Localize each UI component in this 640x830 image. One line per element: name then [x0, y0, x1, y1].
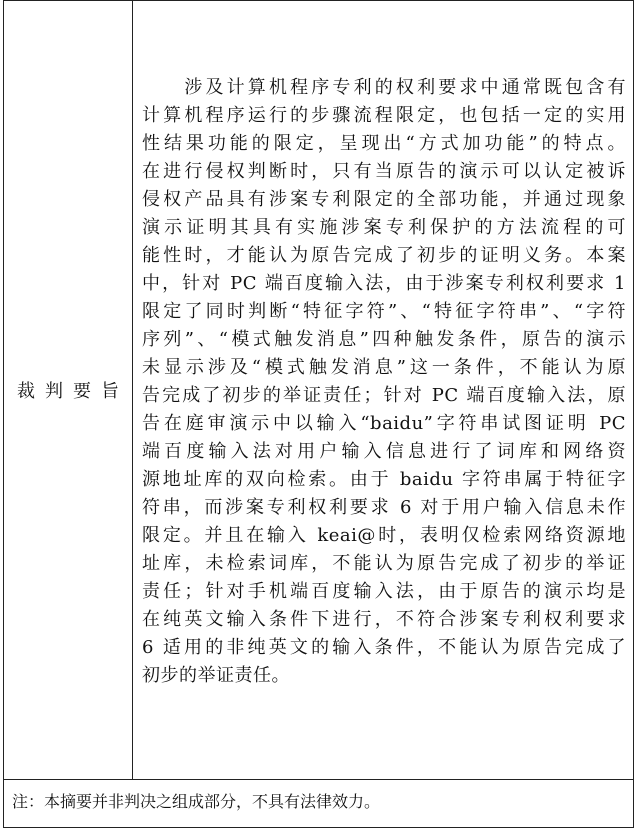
holding-content-cell: [142, 74, 626, 690]
holding-line: 性结果功能的限定，呈现出“方式加功能”的特点。: [142, 133, 626, 154]
holding-line: 演示证明其具有实施涉案专利保护的方法流程的可: [142, 217, 626, 238]
holding-line: 能性时，才能认为原告完成了初步的证明义务。本案: [142, 245, 626, 266]
holding-line: 符串，而涉案专利权利要求 6 对于用户输入信息未作: [142, 497, 626, 518]
holding-label: 裁判要旨: [17, 380, 129, 402]
holding-line: 序列”、“模式触发消息”四种触发条件，原告的演示: [142, 329, 626, 350]
legal-disclaimer-note: 注：本摘要并非判决之组成部分，不具有法律效力。: [12, 792, 381, 811]
table-bottom-border: [3, 827, 634, 828]
holding-line: 中，针对 PC 端百度输入法，由于涉案专利权利要求 1: [142, 273, 626, 294]
holding-line: 告在庭审演示中以输入“baidu”字符串试图证明 PC: [142, 413, 626, 434]
holding-line: 初步的举证责任。: [142, 665, 290, 686]
holding-line: 限定了同时判断“特征字符”、“特征字符串”、“字符: [142, 301, 626, 322]
table-right-border: [633, 0, 634, 828]
holding-line: 计算机程序运行的步骤流程限定，也包括一定的实用: [142, 105, 626, 126]
holding-line: 在纯英文输入条件下进行，不符合涉案专利权利要求: [142, 609, 626, 630]
holding-line: 限定。并且在输入 keai@时，表明仅检索网络资源地: [142, 525, 626, 546]
holding-line: 源地址库的双向检索。由于 baidu 字符串属于特征字: [142, 469, 626, 490]
holding-label-cell: [4, 0, 132, 779]
holding-line: 告完成了初步的举证责任；针对 PC 端百度输入法，原: [142, 385, 626, 406]
holding-line: 端百度输入法对用户输入信息进行了词库和网络资: [142, 441, 626, 462]
holding-line: 侵权产品具有涉案专利限定的全部功能，并通过现象: [142, 189, 626, 210]
note-row-divider: [3, 779, 634, 780]
holding-line: 址库，未检索词库，不能认为原告完成了初步的举证: [142, 553, 626, 574]
holding-line: 未显示涉及“模式触发消息”这一条件，不能认为原: [142, 357, 626, 378]
table-column-divider: [132, 0, 133, 779]
holding-line: 在进行侵权判断时，只有当原告的演示可以认定被诉: [142, 161, 626, 182]
holding-line: 6 适用的非纯英文的输入条件，不能认为原告完成了: [142, 637, 626, 658]
holding-line: 涉及计算机程序专利的权利要求中通常既包含有: [142, 77, 626, 98]
holding-line: 责任；针对手机端百度输入法，由于原告的演示均是: [142, 581, 626, 602]
